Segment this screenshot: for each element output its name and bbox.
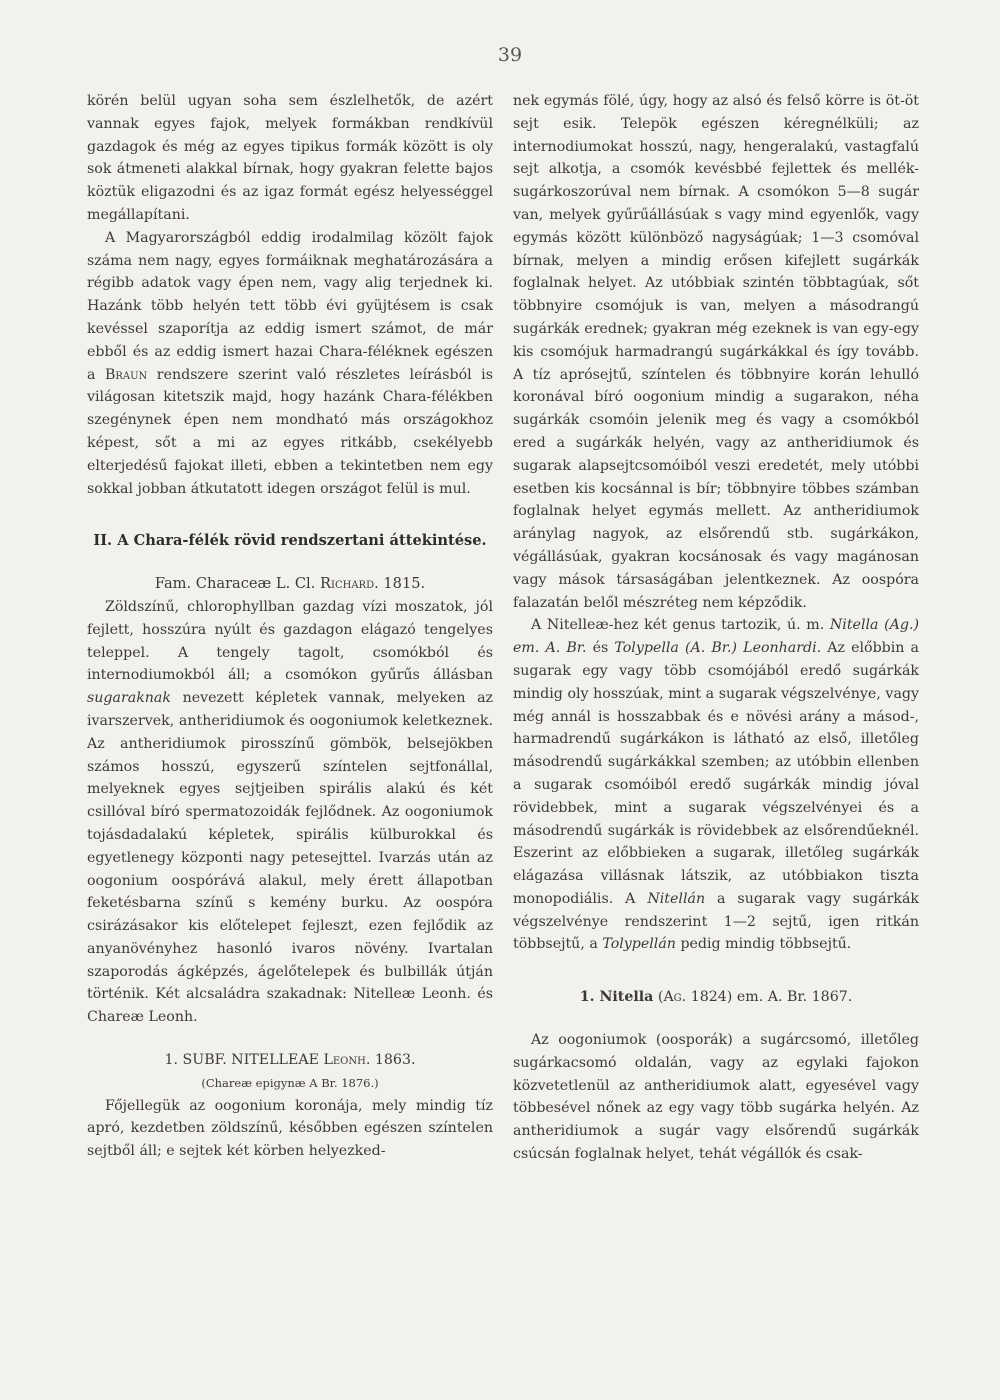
genus-heading-name: 1. Nitella bbox=[579, 989, 654, 1006]
spacer bbox=[513, 1009, 919, 1029]
right-column bbox=[513, 90, 919, 1166]
section-heading: II. A Chara-félék rövid rendszertani áttekintése. bbox=[93, 532, 487, 550]
spacer bbox=[87, 553, 493, 573]
subfamily-synonym: (Chareæ epigynæ A Br. 1876.) bbox=[201, 1075, 379, 1090]
family-year: 1815. bbox=[383, 575, 426, 593]
spacer bbox=[513, 956, 919, 986]
paragraph bbox=[87, 596, 493, 1029]
paragraph: nek egymás fölé, úgy, hogy az alsó és felső körre is öt-öt sejt esik. Telepök egészen kéregnélküli; az internodiumokat hosszú, nagy, hengeralakú, vastagfalú sejt alkotja, a csomók kevésbbé fejlettek és mellék-sugárkoszorúval nem bírnak. A csomókon 5—8 sugár van, melyek gyűrűállásúak s vagy mind egyenlők, vagy egymás között különböző nagyságúak; 1—3 csomóval bírnak, melyen a mindig erősen kifejlett sugárkák foglalnak helyet. Az utóbbiak szintén többtagúak, sőt többnyire csomójuk is van, melyen a másodrangú sugárkák erednek; gyakran még ezeknek is van egy-egy kis csomójuk harmadrangú sugárkákkal és így tovább. A tíz aprósejtű, színtelen és többnyire korán lehulló koronával bíró oogonium mindig a sugarakon, néha sugárkák csomóin jelenik meg és vagy a csomókból ered a sugárkák helyén, vagy az antheridiumok és sugarak alapsejtcsomóiból veszi eredetét, mely utóbbi esetben kis kocsánnal is bír; többnyire többes számban foglalnak helyet egymás mellett. Az antheridiumok aránylag nagyok, az elsőrendű stb. sugárkákon, végállásúak, gyakran kocsánosak és vagy magánosan vagy mások társaságában jelentkeznek. Az oospóra falazatán belől mészréteg nem képződik. bbox=[513, 93, 919, 611]
paragraph-text: pedig mindig többsejtű. bbox=[680, 936, 852, 953]
paragraph-text: Zöldszínű, chlorophyllban gazdag vízi moszatok, jól fejlett, hosszúra nyúlt és gazdagon elágazó tengelyes teleppel. A tengely tagolt, csomókból és internodiumokból áll; a csomókon gyűrűs állásban bbox=[87, 598, 493, 684]
paragraph: Az oogoniumok (oosporák) a sugárcsomó, illetőleg sugárkacsomó oldalán, vagy az egylaki fajokon közvetetlenül az antheridiumok alatt, egyesével vagy többesével nőnek az egy vagy több sugárka helyén. Az antheridiumok a sugár vagy elsőrendű sugárkák csúcsán foglalnak helyet, tehát végállók és csak- bbox=[513, 1032, 919, 1163]
paragraph-text: rendszere szerint való részletes leírásból is világosan kitetszik majd, hogy hazánk Chara-félékben szegénynek épen nem mondható más országokhoz képest, sőt a mi az egyes ritkább, csekélyebb elterjedésű fajokat illeti, ebben a tekintetben nem egy sokkal jobban átkutatott idegen országot felül is mul. bbox=[87, 366, 493, 497]
emphasis: Tolypellán bbox=[602, 936, 676, 953]
paragraph-text: Az előbbin a sugarak egy vagy több csomójából eredő sugárkák mindig oly hosszúak, mint a sugarak végszelvénye, vagy még annál is hosszabbak és e növési arány a másod-, harmadrendű sugárkákon is látható az első, illetőleg másodrendű sugárkákkal szemben; az utóbbin ellenben a sugarak csomóiból eredő sugárkák mindig jóval rövidebbek, mint a sugarak végszelvényei és a másodrendű sugárkák is rövidebbek az elsőrendűeknél. Eszerint az előbbieken a sugarak, illetőleg sugárkák elágazása villásnak látszik, az utóbbiakon tiszta monopodiális. A bbox=[513, 640, 920, 907]
family-heading bbox=[87, 573, 493, 596]
genus-name: Nitella (Ag.) em. A. Br. bbox=[513, 617, 919, 657]
family-label: Fam. bbox=[154, 575, 192, 593]
emphasis: sugaraknak bbox=[87, 690, 171, 707]
genus-heading bbox=[513, 986, 919, 1009]
genus-heading-author: Ag. bbox=[663, 989, 687, 1006]
subfamily-author: Leonh. bbox=[323, 1052, 371, 1069]
author-name: Braun bbox=[104, 366, 148, 383]
spacer bbox=[87, 500, 493, 530]
paragraph-text: nevezett képletek vannak, melyeken az ivarszervek, antheridiumok és oogoniumok keletkeznek. Az antheridiumok pirosszínű gömbök, belsejökben számos hosszú, egyszerű színtelen sejtfonállal, melyeknek egyes sejtjeiben spirális alakú és két csillóval bíró spermatozoidák fejlődnek. Az oogoniumok tojásdadalakú képletek, spirális külburokkal és egyetlenegy központi nagy petesejttel. Ivarzás után az oogonium oospórává alakul, mely érett állapotban feketésbarna színű s kemény burku. Az oospóra csirázásakor kis előtelepet fejleszt, ezen fejlődik az anyanövényhez hasonló ivaros növény. Ivartalan szaporodás ágképzés, ágelőtelepek és bulbillák útján történik. Két alcsaládra szakadnak: Nitelleæ Leonh. és Chareæ Leonh. bbox=[87, 690, 494, 1026]
paragraph-text: és bbox=[592, 640, 609, 657]
family-name: Characeæ bbox=[195, 575, 272, 593]
page-number: 39 bbox=[497, 44, 523, 66]
genus-name: Tolypella (A. Br.) Leonhardi. bbox=[614, 640, 822, 657]
emphasis: Nitellán bbox=[647, 890, 706, 907]
paragraph-text: A Magyarországból eddig irodalmilag közölt fajok száma nem nagy, egyes formáiknak meghatározására a régibb adatok vagy épen nem, vagy alig terjednek ki. Hazánk több helyén tett több évi gyüjtésem is csak kevéssel szaporítja az eddig ismert számot, de már ebből és az eddig ismert hazai Chara-féléknek egészen a bbox=[87, 229, 493, 383]
family-author: L. Cl. bbox=[275, 575, 316, 593]
family-author-richard: Richard. bbox=[320, 575, 379, 593]
paragraph: körén belül ugyan soha sem észlelhetők, de azért vannak egyes fajok, melyek formákban rendkívül gazdagok és még az egyes tipikus formák között is oly sok átmeneti alakkal bírnak, hogy gyakran felette bajos köztük eligazodni és az igaz formát egész helyességgel megállapítani. bbox=[87, 93, 493, 223]
paragraph-text: a sugarak vagy sugárkák végszelvénye rendszerint 1—2 sejtű, igen ritkán többsejtű, a bbox=[513, 890, 920, 953]
subfamily-year: 1863. bbox=[374, 1052, 416, 1069]
subfamily-name: 1. SUBF. NITELLEAE bbox=[164, 1052, 319, 1069]
paragraph-text: A Nitelleæ-hez két genus tartozik, ú. m. bbox=[531, 617, 825, 634]
subfamily-heading bbox=[87, 1049, 493, 1072]
paragraph: Főjellegük az oogonium koronája, mely mindig tíz apró, kezdetben zöldszínű, későbben egészen színtelen sejtből áll; e sejtek két körben helyezked- bbox=[87, 1097, 493, 1160]
paragraph bbox=[513, 614, 919, 956]
left-column bbox=[87, 90, 493, 1163]
genus-heading-rest: 1824) em. A. Br. 1867. bbox=[690, 989, 853, 1006]
paragraph bbox=[87, 227, 493, 501]
genus-heading-paren: ( bbox=[657, 989, 664, 1006]
spacer bbox=[87, 1029, 493, 1049]
